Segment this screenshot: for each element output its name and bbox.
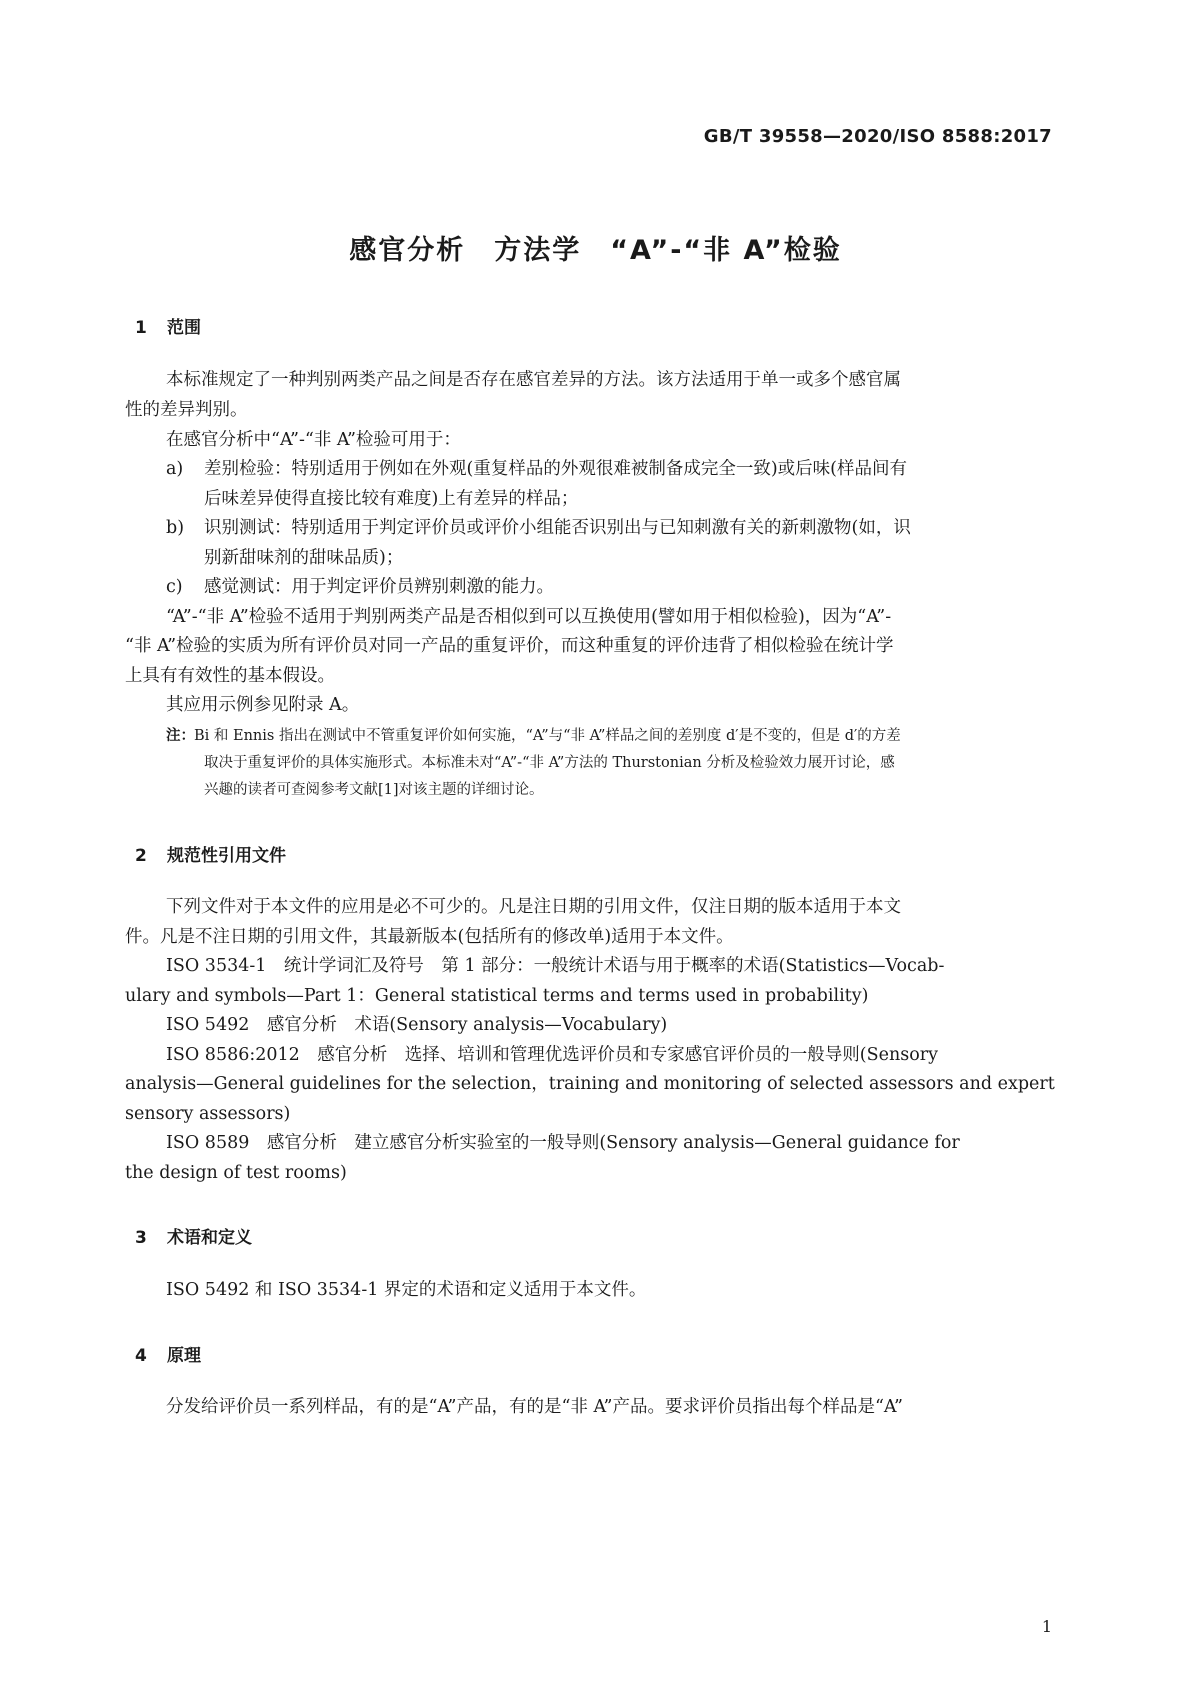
paragraph-line: 在感官分析中“A”-“非 A”检验可用于： (166, 430, 461, 450)
reference-line: ISO 8589 感官分析 建立感官分析实验室的一般导则(Sensory analysis—General guidance for (166, 1133, 960, 1153)
list-label: c) (166, 577, 183, 597)
paragraph-line: 其应用示例参见附录 A。 (166, 695, 360, 715)
section-heading-scope (135, 313, 201, 338)
section-number: 2 (135, 846, 147, 866)
reference-line: ISO 3534-1 统计学词汇及符号 第 1 部分：一般统计术语与用于概率的术语(Statistics—Vocab- (166, 956, 945, 976)
standard-number: GB/T 39558—2020/ISO 8588:2017 (703, 126, 1052, 147)
paragraph-line: 本标准规定了一种判别两类产品之间是否存在感官差异的方法。该方法适用于单一或多个感官属 (166, 370, 901, 390)
page-number: 1 (1041, 1617, 1052, 1636)
paragraph-line: ISO 5492 和 ISO 3534-1 界定的术语和定义适用于本文件。 (166, 1280, 647, 1300)
section-title: 原理 (167, 1346, 201, 1366)
section-heading-principle (135, 1341, 201, 1366)
list-label: b) (166, 518, 185, 538)
reference-line: analysis—General guidelines for the selection，training and monitoring of selected assessors and expert (125, 1074, 1055, 1094)
section-heading-normative-references (135, 841, 286, 866)
reference-line: ISO 5492 感官分析 术语(Sensory analysis—Vocabulary) (166, 1015, 668, 1035)
list-item-line: 识别测试：特别适用于判定评价员或评价小组能否识别出与已知刺激有关的新刺激物(如，识 (204, 518, 911, 538)
section-title: 术语和定义 (167, 1228, 252, 1248)
section-title: 规范性引用文件 (167, 846, 286, 866)
reference-line: ulary and symbols—Part 1：General statistical terms and terms used in probability) (125, 986, 869, 1006)
list-item-line: 差别检验：特别适用于例如在外观(重复样品的外观很难被制备成完全一致)或后味(样品间有 (204, 459, 907, 479)
list-item-line: 感觉测试：用于判定评价员辨别刺激的能力。 (204, 577, 554, 597)
section-title: 范围 (167, 318, 201, 338)
reference-line: sensory assessors) (125, 1104, 291, 1124)
section-number: 3 (135, 1228, 147, 1248)
paragraph-line: 下列文件对于本文件的应用是必不可少的。凡是注日期的引用文件，仅注日期的版本适用于本文 (166, 897, 901, 917)
section-number: 4 (135, 1346, 147, 1366)
paragraph-line: 件。凡是不注日期的引用文件，其最新版本(包括所有的修改单)适用于本文件。 (125, 927, 734, 947)
list-label: a) (166, 459, 184, 479)
list-item-line: 后味差异使得直接比较有难度)上有差异的样品； (204, 489, 579, 509)
note-line: 取决于重复评价的具体实施形式。本标准未对“A”-“非 A”方法的 Thurstonian 分析及检验效力展开讨论，感 (204, 755, 895, 771)
paragraph-line: 上具有有效性的基本假设。 (125, 666, 335, 686)
reference-line: ISO 8586:2012 感官分析 选择、培训和管理优选评价员和专家感官评价员的一般导则(Sensory (166, 1045, 938, 1065)
section-heading-terms-definitions (135, 1223, 252, 1248)
note-label: 注： (166, 728, 195, 744)
note-line: 兴趣的读者可查阅参考文献[1]对该主题的详细讨论。 (204, 782, 544, 798)
section-number: 1 (135, 318, 147, 338)
document-title: 感官分析 方法学 “A”-“非 A”检验 (349, 235, 842, 266)
paragraph-line: “A”-“非 A”检验不适用于判别两类产品是否相似到可以互换使用(譬如用于相似检验)，因为“A”- (166, 607, 892, 627)
paragraph-line: “非 A”检验的实质为所有评价员对同一产品的重复评价，而这种重复的评价违背了相似检验在统计学 (125, 636, 894, 656)
paragraph-line: 性的差异判别。 (125, 400, 248, 420)
note-line: Bi 和 Ennis 指出在测试中不管重复评价如何实施，“A”与“非 A”样品之间的差别度 d′是不变的，但是 d′的方差 (194, 728, 901, 744)
reference-line: the design of test rooms) (125, 1163, 347, 1183)
list-item-line: 别新甜味剂的甜味品质)； (204, 548, 404, 568)
paragraph-line: 分发给评价员一系列样品，有的是“A”产品，有的是“非 A”产品。要求评价员指出每个样品是“A” (166, 1397, 903, 1417)
